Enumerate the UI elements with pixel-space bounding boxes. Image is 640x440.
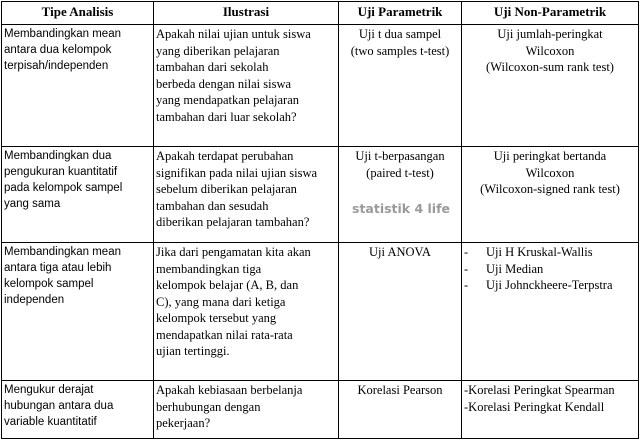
cell-line: antara tiga atau lebih <box>4 262 112 274</box>
cell-line: tambahan dan sesudah <box>156 198 269 213</box>
cell-line: Uji t-berpasangan <box>355 149 445 163</box>
cell-line: yang mendapatkan pelajaran <box>156 93 299 107</box>
table-row <box>2 381 639 439</box>
cell-line: hubungan antara dua <box>4 400 114 412</box>
cell-uji-parametrik <box>339 243 462 381</box>
cell-uji-non-parametrik <box>462 243 639 381</box>
header-ilustrasi: Ilustrasi <box>154 2 339 25</box>
bullet-dash: - <box>464 261 469 276</box>
cell-line: Uji t dua sampel <box>358 27 442 41</box>
cell-line: Jika dari pengamatan kita akan <box>156 245 311 259</box>
cell-line: tambahan dari sekolah <box>156 60 269 74</box>
cell-line: (Wilcoxon-sum rank test) <box>486 60 614 74</box>
cell-line: Korelasi Pearson <box>357 383 443 397</box>
cell-uji-parametrik <box>339 381 462 439</box>
cell-line: (two samples t-test) <box>350 43 450 58</box>
cell-ilustrasi <box>154 25 339 147</box>
header-tipe-analisis: Tipe Analisis <box>2 2 154 25</box>
cell-line: berhubungan dengan <box>156 399 261 414</box>
bullet-text: Uji H Kruskal-Wallis <box>486 245 593 259</box>
cell-line: mendapatkan nilai rata-rata <box>156 327 293 342</box>
cell-line: ujian tertinggi. <box>156 344 230 358</box>
cell-line: Uji jumlah-peringkat <box>497 27 603 41</box>
cell-ilustrasi <box>154 243 339 381</box>
cell-line: antara dua kelompok <box>4 44 112 56</box>
table-row <box>2 243 639 381</box>
cell-line: -Korelasi Peringkat Spearman <box>464 383 615 397</box>
cell-line: Membandingkan mean <box>4 246 121 258</box>
cell-line: independen <box>4 294 65 306</box>
cell-line: -Korelasi Peringkat Kendall <box>464 399 605 414</box>
cell-line: sebelum diberikan pelajaran <box>156 182 297 196</box>
table-row <box>2 147 639 243</box>
bullet-text: Uji Median <box>486 261 544 276</box>
cell-line: Mengukur derajat <box>4 384 94 396</box>
cell-line: terpisah/independen <box>4 60 109 72</box>
bullet-item <box>464 261 636 278</box>
bullet-text: Uji Johnckheere-Terpstra <box>486 278 613 292</box>
cell-uji-non-parametrik <box>462 381 639 439</box>
cell-line: Membandingkan dua <box>4 150 112 162</box>
cell-uji-non-parametrik <box>462 25 639 147</box>
cell-line: (paired t-test) <box>366 165 434 180</box>
cell-tipe-analisis <box>2 147 154 243</box>
cell-line: Apakah nilai ujian untuk siswa <box>156 27 311 41</box>
bullet-item <box>464 244 636 261</box>
cell-line: yang diberikan pelajaran <box>156 43 280 58</box>
cell-line: signifikan pada nilai ujian siswa <box>156 165 318 180</box>
cell-line: Wilcoxon <box>525 165 575 180</box>
watermark-text: statistik 4 life <box>352 201 451 216</box>
header-row <box>2 2 639 25</box>
cell-tipe-analisis <box>2 243 154 381</box>
cell-line: Membandingkan mean <box>4 28 121 40</box>
cell-line: Apakah terdapat perubahan <box>156 149 294 163</box>
cell-uji-parametrik <box>339 147 462 243</box>
cell-line: berbeda dengan nilai siswa <box>156 76 292 91</box>
analysis-table <box>1 1 639 439</box>
cell-line: C), yang mana dari ketiga <box>156 294 286 309</box>
cell-line: pengukuran kuantitatif <box>4 166 118 178</box>
cell-line: yang sama <box>4 198 61 210</box>
cell-uji-parametrik <box>339 25 462 147</box>
cell-line: tambahan dari luar sekolah? <box>156 109 297 124</box>
cell-line: Uji peringkat bertanda <box>493 149 607 163</box>
header-uji-parametrik: Uji Parametrik <box>339 2 462 25</box>
cell-line: kelompok sampel <box>4 278 94 290</box>
cell-line: pada kelompok sampel <box>4 182 123 194</box>
cell-tipe-analisis <box>2 25 154 147</box>
cell-line: Wilcoxon <box>525 43 575 58</box>
table-row <box>2 25 639 147</box>
bullet-dash: - <box>464 245 469 259</box>
cell-line: membandingkan tiga <box>156 261 262 276</box>
cell-uji-non-parametrik <box>462 147 639 243</box>
cell-tipe-analisis <box>2 381 154 439</box>
header-uji-non-parametrik: Uji Non-Parametrik <box>462 2 639 25</box>
cell-line: kelompok belajar (A, B, dan <box>156 278 299 292</box>
bullet-item <box>464 277 636 294</box>
bullet-dash: - <box>464 278 469 292</box>
cell-ilustrasi <box>154 381 339 439</box>
cell-line: (Wilcoxon-signed rank test) <box>480 182 620 196</box>
cell-line: Apakah kebiasaan berbelanja <box>156 383 303 397</box>
cell-line: variable kuantitatif <box>4 416 97 428</box>
cell-line: diberikan pelajaran tambahan? <box>156 215 310 229</box>
cell-line: Uji ANOVA <box>369 245 431 259</box>
cell-ilustrasi <box>154 147 339 243</box>
cell-line: kelompok tersebut yang <box>156 311 277 325</box>
cell-line: pekerjaan? <box>156 416 211 430</box>
